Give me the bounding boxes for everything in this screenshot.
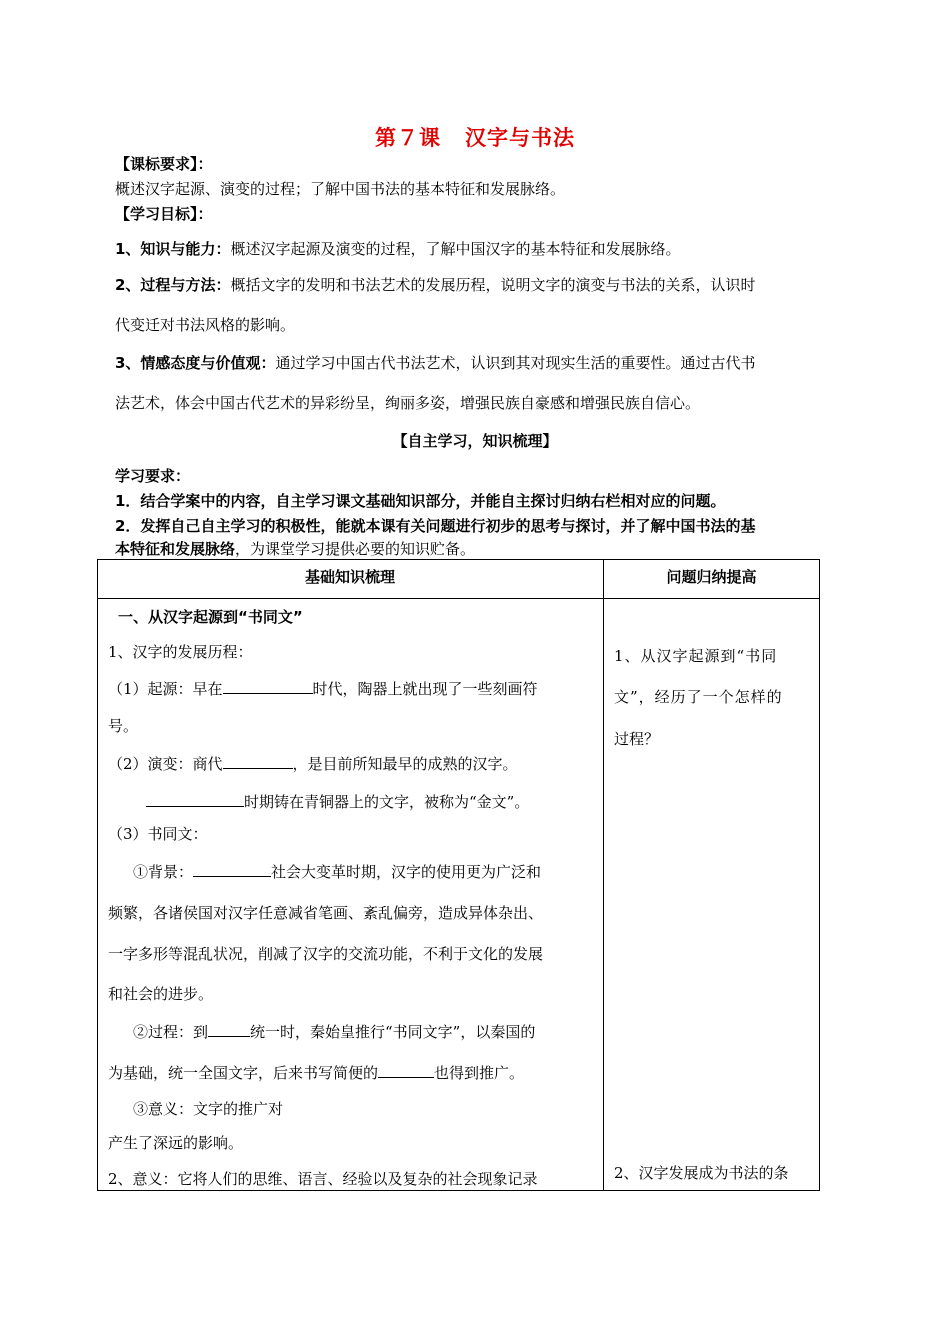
left-line-11-b: 统一时，秦始皇推行“书同文字”，以秦国的 (250, 1023, 536, 1041)
goal-3 (115, 352, 755, 373)
fill-blank[interactable] (378, 1061, 434, 1078)
requirement-2-cont (115, 538, 475, 559)
self-study-heading: 【自主学习，知识梳理】 (392, 432, 558, 450)
lesson-number: 第７课 (375, 126, 441, 150)
left-line-9: 一字多形等混乱状况，削减了汉字的交流功能，不利于文化的发展 (108, 945, 544, 963)
fill-blank[interactable] (146, 790, 244, 807)
requirements-label: 学习要求： (115, 467, 191, 485)
left-line-3: 号。 (108, 717, 139, 735)
left-line-1: 1、汉字的发展历程： (108, 643, 253, 661)
page-title (0, 122, 950, 152)
left-line-7 (133, 860, 541, 882)
section-1-title: 一、从汉字起源到“书同文” (118, 608, 303, 626)
left-line-4 (108, 752, 518, 774)
left-line-4-b: ，是目前所知最早的成熟的汉字。 (292, 755, 518, 773)
column-divider (603, 559, 604, 1191)
left-line-12-b: 也得到推广。 (434, 1064, 525, 1082)
goal-3-cont: 法艺术，体会中国古代艺术的异彩纷呈，绚丽多姿，增强民族自豪感和增强民族自信心。 (115, 394, 701, 412)
left-line-10: 和社会的进步。 (108, 985, 214, 1003)
goals-heading: 【学习目标】： (115, 205, 213, 223)
left-line-8: 频繁，各诸侯国对汉字任意减省笔画、紊乱偏旁，造成异体杂出、 (108, 904, 544, 922)
left-line-12-a: 为基础，统一全国文字，后来书写简便的 (108, 1064, 379, 1082)
question-2-line-1: 2、汉字发展成为书法的条 (614, 1164, 789, 1182)
fill-blank[interactable] (223, 677, 313, 694)
left-line-7-a: ①背景： (133, 863, 194, 881)
left-line-7-b: 社会大变革时期，汉字的使用更为广泛和 (271, 863, 542, 881)
question-1-line-2: 文”，经历了一个怎样的 (614, 688, 783, 706)
left-line-13: ③意义：文字的推广对 (133, 1100, 284, 1118)
requirement-2-rest: ，为课堂学习提供必要的知识贮备。 (235, 540, 476, 558)
left-line-15: 2、意义：它将人们的思维、语言、经验以及复杂的社会现象记录 (108, 1170, 538, 1188)
left-line-14: 产生了深远的影响。 (108, 1134, 244, 1152)
goal-2-cont: 代变迁对书法风格的影响。 (115, 316, 296, 334)
goal-2-text: 概括文字的发明和书法艺术的发展历程，说明文字的演变与书法的关系，认识时 (230, 276, 756, 294)
left-line-11 (133, 1020, 535, 1042)
goal-1 (115, 238, 680, 259)
left-line-2-b: 时代，陶器上就出现了一些刻画符 (312, 680, 538, 698)
lesson-topic: 汉字与书法 (465, 126, 575, 150)
requirement-2-bold: 本特征和发展脉络 (115, 540, 236, 558)
goal-1-text: 概述汉字起源及演变的过程，了解中国汉字的基本特征和发展脉络。 (230, 240, 681, 258)
goal-3-label: 3、情感态度与价值观： (115, 354, 276, 372)
requirement-2: 2．发挥自己自主学习的积极性，能就本课有关问题进行初步的思考与探讨，并了解中国书法的基 (115, 517, 756, 535)
goal-1-label: 1、知识与能力： (115, 240, 231, 258)
fill-blank[interactable] (223, 752, 293, 769)
curriculum-heading: 【课标要求】： (115, 155, 213, 173)
left-line-11-a: ②过程：到 (133, 1023, 209, 1041)
fill-blank[interactable] (193, 860, 271, 877)
curriculum-text: 概述汉字起源、演变的过程；了解中国书法的基本特征和发展脉络。 (115, 180, 566, 198)
fill-blank[interactable] (208, 1020, 250, 1037)
goal-3-text: 通过学习中国古代书法艺术，认识到其对现实生活的重要性。通过古代书 (275, 354, 756, 372)
left-line-2-a: （1）起源：早在 (108, 680, 223, 698)
requirement-1: 1．结合学案中的内容，自主学习课文基础知识部分，并能自主探讨归纳右栏相对应的问题。 (115, 492, 726, 510)
left-line-12 (108, 1061, 524, 1083)
col2-header: 问题归纳提高 (666, 568, 757, 586)
header-divider (97, 598, 820, 599)
left-line-6: （3）书同文： (108, 825, 208, 843)
left-line-5-b: 时期铸在青铜器上的文字，被称为“金文”。 (244, 793, 530, 811)
goal-2-label: 2、过程与方法： (115, 276, 231, 294)
left-line-2 (108, 677, 538, 699)
left-line-5 (146, 790, 529, 812)
question-1-line-3: 过程？ (614, 730, 660, 748)
goal-2 (115, 274, 755, 295)
left-line-4-a: （2）演变：商代 (108, 755, 223, 773)
question-1-line-1: 1、从汉字起源到“书同 (614, 647, 778, 665)
col1-header: 基础知识梳理 (304, 568, 395, 586)
